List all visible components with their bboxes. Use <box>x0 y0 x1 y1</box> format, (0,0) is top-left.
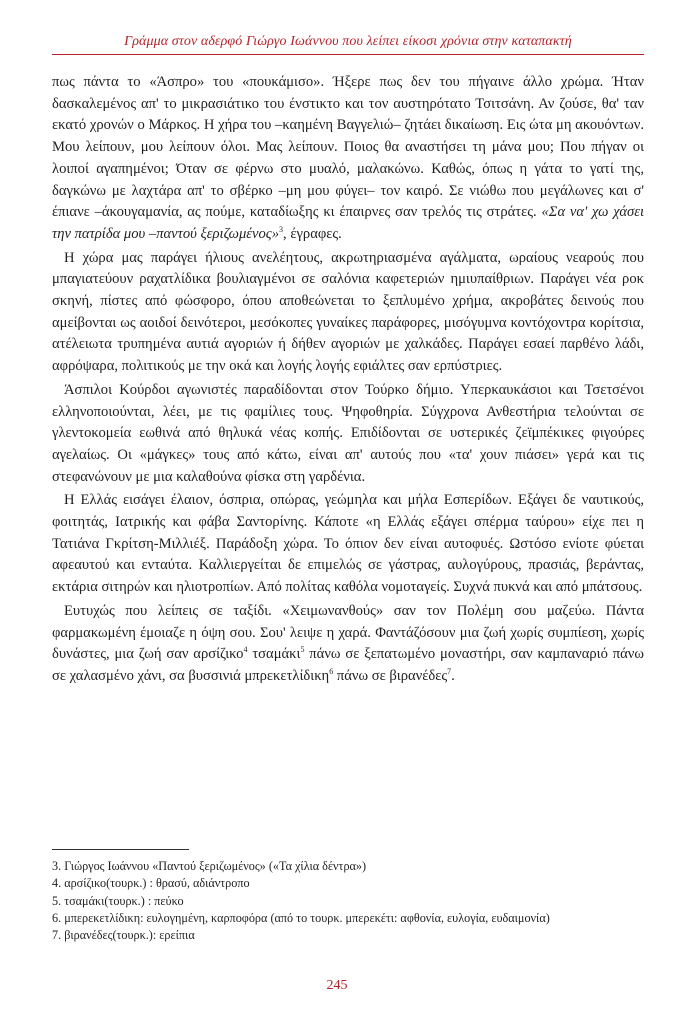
paragraph-5-text: τσαμάκι <box>247 646 301 663</box>
paragraph-1-tail: , έγραφες. <box>283 225 342 242</box>
running-header: Γράμμα στον αδερφό Γιώργο Ιωάννου που λείπει είκοσι χρόνια στην καταπακτή <box>124 34 572 49</box>
footnote-ref-7: 7 <box>447 667 452 677</box>
paragraph-5-text: Ευτυχώς που λείπεις σε ταξίδι. «Χειμωνανθούς» σαν τον Πολέμη σου μαζεύω. Πάντα φαρμακωμένη έμοιαζε η όψη σου. Σου' λειψε η χαρά. Φαντάζόσουν μια ζωή χωρίς συμπίεση, χωρίς δυνάστες, μια ζωή σαν αρσίζικο <box>52 602 644 663</box>
footnote-4: 4. αρσίζικο(τουρκ.) : θρασύ, αδιάντροπο <box>52 876 250 891</box>
paragraph-4: Η Ελλάς εισάγει έλαιον, όσπρια, οπώρας, γεώμηλα και μήλα Εσπερίδων. Εξάγει δε ναυτικούς, φοιτητάς, Ιατρικής και φάβα Σαντορίνης. Κάποτε «η Ελλάς εξάγει σπέρμα ταύρου» είχε πει η Τατιάνα Γκρίτση-Μιλλιέξ. Παράδοξη χώρα. Το όπιον δεν είναι αυτοφυές. Ωστόσο ενίοτε φύεται αφεαυτού και ενταύτα. Καλλιεργείται δε επιμελώς σε γάστρας, αυλογύρους, πρασιάς, βεράντας, εκτάρια σιτηρών και ηλιοτροπίων. Από πολίτας καθόλα νομοταγείς. Συχνά πυκνά και από μπάτσους. <box>52 492 644 596</box>
page-number: 245 <box>326 978 348 993</box>
footnote-6: 6. μπερεκετλίδικη: ευλογημένη, καρποφόρα (από το τουρκ. μπερεκέτι: αφθονία, ευλογία, ευδαιμονία) <box>52 910 550 925</box>
paragraph-3: Άσπιλοι Κούρδοι αγωνιστές παραδίδονται στον Τούρκο δήμιο. Υπερκαυκάσιοι και Τσετσένοι ελληνοποιούνται, λέει, με τις φαμίλιες τους. Ψηφοθηρία. Σύγχρονα Ανθεστήρια τελούνται σε γλεντοκομεία εωθινά από θηλυκά νέας κοπής. Επιδίδονται σε υστερικές ζεϊμπέκικες φιγούρες αγελαίως. Οι «μάγκες» τους από κάτω, είναι απ' αυτούς που «τα' χουν πιάσει» γερά και τις στεφανώνουν με μια καλαθούνα φίσκα στη γαρδένια. <box>52 381 644 485</box>
footnote-ref-3: 3 <box>279 225 284 235</box>
footnote-5: 5. τσαμάκι(τουρκ.) : πεύκο <box>52 893 184 908</box>
footnotes <box>52 858 652 944</box>
footnote-ref-5: 5 <box>300 645 305 655</box>
paragraph-1 <box>52 72 644 246</box>
body-text <box>52 72 644 688</box>
paragraph-5 <box>52 601 644 688</box>
footnote-ref-4: 4 <box>243 645 248 655</box>
paragraph-2: Η χώρα μας παράγει ήλιους ανελέητους, ακρωτηριασμένα αγάλματα, ωραίους νεαρούς που μπαγιατεύουν ραχατλίδικα βουλιαγμένοι σε σαλόνια καφετεριών ημιυπαίθριων. Παράγει νέα ροκ σκηνή, πίστες από φώσφορο, όπου αποθεώνεται το ξεπλυμένο χρήμα, ακροβάτες δεινούς που αμείβονται ως αοιδοί δεινότεροι, μεσόκοπες γυναίκες παράφορες, μισόγυμνα κοντόχοντρα κορίτσια, ατέλειωτα τρυπημένα αυτιά αγοριών ή δήθεν αγοριών με χαλκάδες. Παράγει εσαεί παρθένο λάδι, αφρόψαρα, πολιτικούς με την οκά και λογής λογής εφιάλτες σαν ερπύστριες. <box>52 249 644 375</box>
footnote-3: 3. Γιώργος Ιωάννου «Παντού ξεριζωμένος» («Τα χίλια δέντρα») <box>52 859 367 873</box>
paragraph-5-text: πάνω σε βιρανέδες <box>333 667 448 684</box>
quote-italic: «Σα να' χω χάσει την πατρίδα μου –παντού ξεριζωμένος» <box>52 204 644 242</box>
footnote-ref-6: 6 <box>329 667 334 677</box>
footnote-rule <box>52 849 189 850</box>
paragraph-1-text: πως πάντα το «Άσπρο» του «πουκάμισο». Ήξερε πως δεν του πήγαινε άλλο χρώμα. Ήταν δασκαλεμένος απ' το μικρασιάτικο του ένστικτο και τον αυστηρότατο Τσιτσάνη. Αν ζούσε, θα' ταν εκατό χρονών ο Μάρκος. Η χήρα του –καημένη Βαγγελιώ– ζητάει δικαίωση. Εις ώτα μη ακουόντων. Μου λείπουν, μου λείπουν όλοι. Μας λείπουν. Ποιος θα αναστήσει τη μάνα μου; Που πήγαν οι λοιποί αγαπημένοι; Όταν σε φέρνω στο μυαλό, μαλακώνω. Καθώς, όπως η γάτα το γατί της, δαγκώνω με λαχτάρα απ' το σβέρκο –μη μου φύγει– τον καιρό. Σε νιώθω που μεγάλωνες και σ' έπιανε –άκουγαμανία, ας πούμε, καταδίωξης κι έπαιρνες σαν τρελός τις στράτες. <box>52 74 644 221</box>
paragraph-5-text: . <box>451 667 455 684</box>
paragraph-5-text: πάνω σε ξεπατωμένο μοναστήρι, σαν καμπαναριό πάνω σε χαλασμένο χάνι, σα βυσσινιά μπρεκετλίδικη <box>52 646 644 684</box>
header-rule <box>52 54 644 55</box>
footnote-7: 7. βιρανέδες(τουρκ.): ερείπια <box>52 928 195 943</box>
